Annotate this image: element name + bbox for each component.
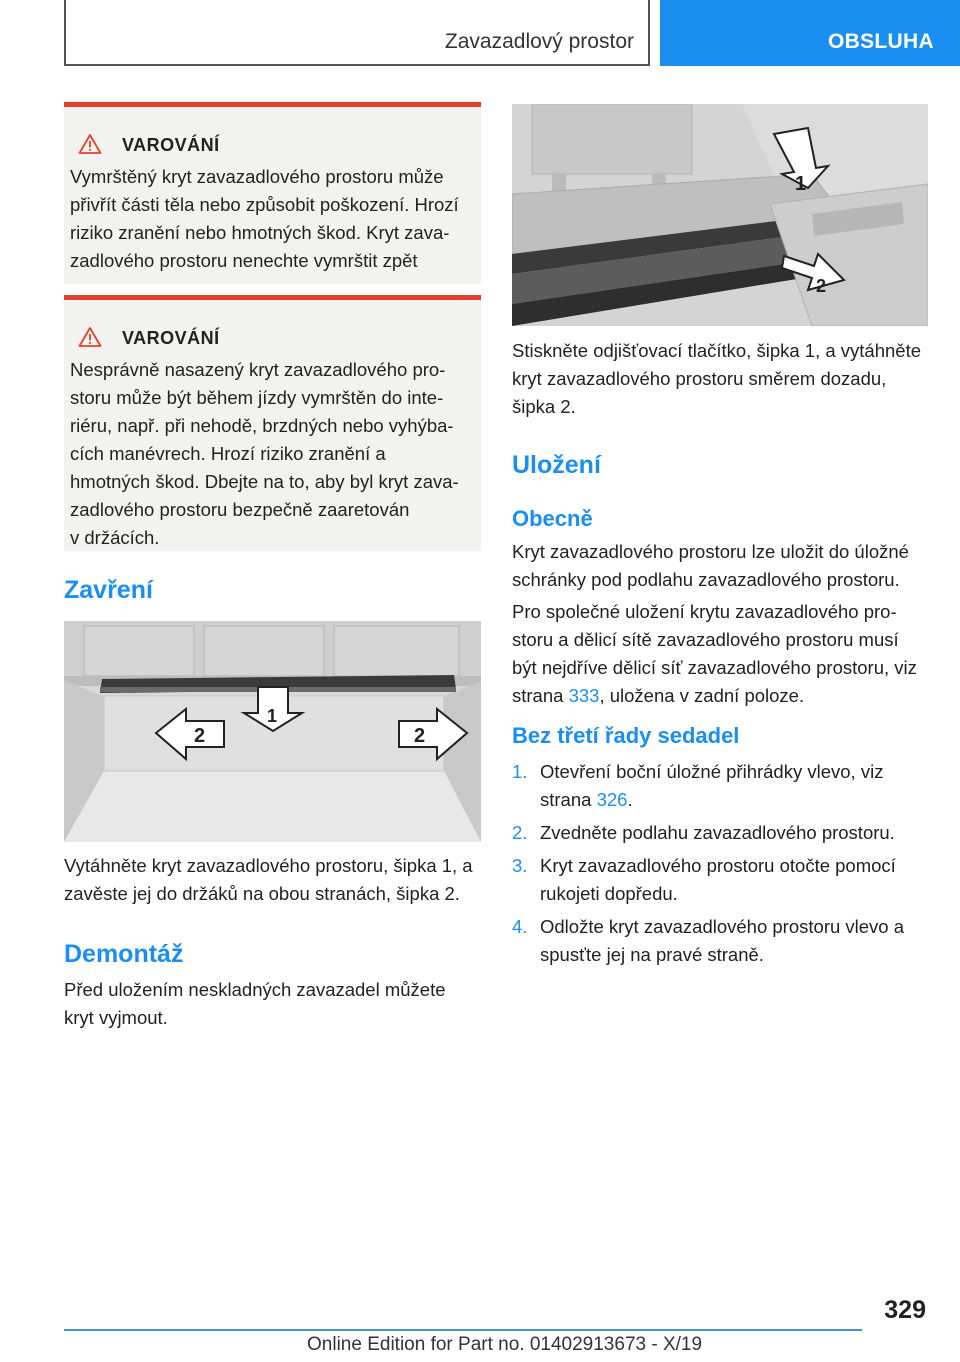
- footer-edition: Online Edition for Part no. 01402913673 - X/19: [307, 1334, 703, 1355]
- heading-storage: Uložení: [512, 451, 601, 479]
- heading-removal: Demontáž: [64, 940, 184, 968]
- page-link-333[interactable]: 333: [568, 685, 600, 706]
- figure-label-arrow-1: 1: [267, 706, 278, 726]
- list-item: 4. Odložte kryt zavazadlového prostoru vlevo a spusťte jej na pravé straně.: [512, 916, 905, 965]
- general-text-1: Kryt zavazadlového prostoru lze uložit do úložné schránky pod podlahu zavazadlového prostoru.: [512, 541, 909, 590]
- release-instruction: Stiskněte odjišťovací tlačítko, šipka 1, a vytáhněte kryt zavazadlového prostoru směrem dozadu, šipka 2.: [512, 340, 922, 417]
- warning-text: Nesprávně nasazený kryt zavazadlového pro‐ storu může být během jízdy vymrštěn do inte‐ riéru, např. při nehodě, brzdných nebo vyhýba‐ cích manévrech. Hrozí riziko zranění a hmotných škod. Dbejte na to, aby byl kryt zava‐ zadlového prostoru bezpečně zaaretován v držácích.: [70, 359, 459, 548]
- closing-instruction: Vytáhněte kryt zavazadlového prostoru, šipka 1, a zavěste jej do držáků na obou stranách, šipka 2.: [64, 855, 473, 904]
- warning-triangle-icon: [78, 326, 102, 348]
- footer-divider: [64, 1329, 862, 1331]
- warning-text: Vymrštěný kryt zavazadlového prostoru může přivřít části těla nebo způsobit poškození. Hrozí riziko zranění nebo hmotných škod. Kryt zava‐ zadlového prostoru nenechte vymrštit zpět: [70, 166, 459, 271]
- list-item: 3. Kryt zavazadlového prostoru otočte pomocí rukojeti dopředu.: [512, 855, 896, 904]
- steps-list: [512, 758, 932, 974]
- page-number: 329: [884, 1296, 926, 1324]
- warning-box-1: [64, 102, 481, 284]
- warning-box-2: [64, 295, 481, 551]
- heading-no-third-row: Bez třetí řady sedadel: [512, 723, 740, 748]
- warning-title: VAROVÁNÍ: [122, 328, 220, 348]
- warning-title: VAROVÁNÍ: [122, 135, 220, 155]
- heading-general: Obecně: [512, 506, 593, 531]
- chapter-tab-label: OBSLUHA: [828, 30, 934, 53]
- figure-label-arrow-2: 2: [414, 725, 426, 747]
- chapter-tab[interactable]: [660, 0, 960, 66]
- page-link-326[interactable]: 326: [596, 789, 628, 810]
- general-text-2: Pro společné uložení krytu zavazadlového pro‐ storu a dělicí sítě zavazadlového prostoru musí být nejdříve dělicí síť zavazadlového prostoru, viz strana 333, uložena v zadní poloze.: [512, 601, 917, 706]
- figure-label-arrow-2: 2: [816, 276, 827, 296]
- figure-label-arrow-2: 2: [194, 725, 206, 747]
- list-item: 2. Zvedněte podlahu zavazadlového prostoru.: [512, 822, 895, 843]
- removal-text: Před uložením neskladných zavazadel můžete kryt vyjmout.: [64, 979, 446, 1028]
- figure-label-arrow-1: 1: [795, 173, 807, 195]
- figure-luggage-cover-closing: [64, 621, 481, 842]
- section-title: Zavazadlový prostor: [444, 30, 634, 53]
- warning-triangle-icon: [78, 133, 102, 155]
- heading-closing: Zavření: [64, 576, 153, 604]
- list-item: 1. Otevření boční úložné přihrádky vlevo, viz strana 326.: [512, 761, 884, 810]
- header-section-box: [64, 0, 650, 66]
- figure-release-button: [512, 104, 928, 326]
